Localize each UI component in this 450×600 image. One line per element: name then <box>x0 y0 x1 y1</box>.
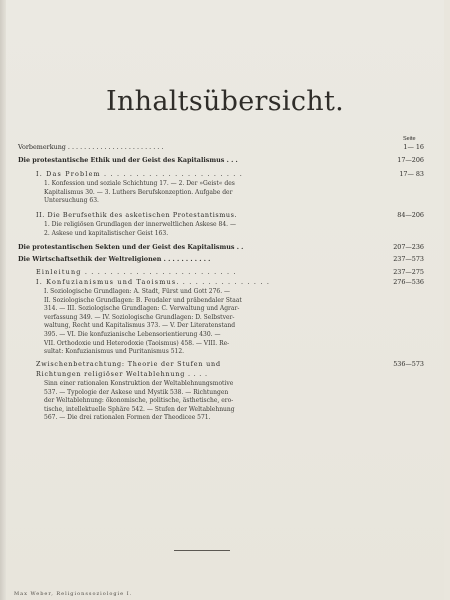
toc-entry-text: Richtungen religiöser Weltablehnung . . . . <box>36 370 208 378</box>
toc-entry-text: I. Konfuzianismus und Taoismus. . . . . . . . . . . . . . . <box>36 278 271 286</box>
toc-sub-line: Kapitalismus 30. — 3. Luthers Berufskonzeption. Aufgabe der <box>44 188 233 196</box>
toc-entry-pages: 207—236 <box>393 243 424 251</box>
toc-sub-das-problem <box>44 180 235 206</box>
toc-sub-konfuzianismus <box>44 288 242 357</box>
toc-sub-line: 2. Askese und kapitalistischer Geist 163. <box>44 229 169 237</box>
toc-sub-line: 314. — III. Soziologische Grundlagen: C. Verwaltung und Agrar- <box>44 305 240 313</box>
toc-sub-line: 1. Konfession und soziale Schichtung 17. — 2. Der »Geist« des <box>44 180 235 187</box>
section-divider-rule <box>174 550 230 551</box>
toc-sub-line: VII. Orthodoxie und Heterodoxie (Taoismus) 458. — VIII. Re- <box>44 339 230 347</box>
seite-column-label: Seite <box>403 136 416 142</box>
toc-entry-text: II. Die Berufsethik des asketischen Protestantismus. <box>36 211 238 219</box>
toc-sub-line: sultat: Konfuzianismus und Puritanismus 512. <box>44 348 185 356</box>
toc-entry-pages: 536—573 <box>393 360 424 368</box>
toc-sub-line: waltung, Recht und Kapitalismus 373. — V. Der Literatenstand <box>44 322 236 330</box>
toc-sub-line: Sinn einer rationalen Konstruktion der Weltablehnungsmotive <box>44 380 234 387</box>
toc-entry-text: Die protestantische Ethik und der Geist des Kapitalismus . . . <box>18 156 238 164</box>
toc-sub-line: 537. — Typologie der Askese und Mystik 538. — Richtungen <box>44 388 229 396</box>
toc-entry-text: Vorbemerkung . . . . . . . . . . . . . . . . . . . . . . . . <box>18 143 164 151</box>
page-title: Inhaltsübersicht. <box>106 86 344 117</box>
toc-sub-zwischenbetrachtung <box>44 380 235 423</box>
toc-entry-pages: 84—206 <box>397 211 424 219</box>
toc-sub-line: tische, intellektuelle Sphäre 542. — Stufen der Weltablehnung <box>44 405 235 413</box>
toc-entry-text: Einleitung . . . . . . . . . . . . . . . . . . . . . . . . <box>36 268 237 276</box>
book-page <box>6 0 444 600</box>
toc-sub-line: I. Soziologische Grundlagen: A. Stadt, Fürst und Gott 276. — <box>44 288 231 295</box>
toc-entry-pages: 1— 16 <box>403 143 424 151</box>
toc-entry-pages: 276—536 <box>393 278 424 286</box>
toc-sub-line: 395. — VI. Die konfuzianische Lebensorientierung 430. — <box>44 330 221 338</box>
toc-sub-line: verfassung 349. — IV. Soziologische Grundlagen: D. Selbstver- <box>44 313 235 321</box>
toc-entry-pages: 17—206 <box>397 156 424 164</box>
toc-sub-line: Untersuchung 63. <box>44 197 99 205</box>
toc-entry-text: Die protestantischen Sekten und der Geist des Kapitalismus . . <box>18 243 244 251</box>
toc-entry-pages: 17— 83 <box>399 170 424 178</box>
toc-entry-pages: 237—573 <box>393 255 424 263</box>
toc-entry-pages: 237—275 <box>393 268 424 276</box>
toc-sub-line: 567. — Die drei rationalen Formen der Theodicee 571. <box>44 414 211 422</box>
toc-sub-line: der Weltablehnung: ökonomische, politische, ästhetische, ero- <box>44 397 234 405</box>
toc-sub-line: 1. Die religiösen Grundlagen der innerweltlichen Askese 84. — <box>44 221 236 228</box>
toc-entry-text: I. Das Problem . . . . . . . . . . . . . . . . . . . . . . <box>36 170 243 178</box>
toc-sub-line: II. Soziologische Grundlagen: B. Feudaler und präbendaler Staat <box>44 296 242 304</box>
toc-sub-berufsethik <box>44 221 236 238</box>
page-footer: Max Weber, Religionssoziologie I. <box>14 591 133 597</box>
toc-entry-text: Zwischenbetrachtung: Theorie der Stufen und <box>36 360 221 368</box>
toc-entry-text: Die Wirtschaftsethik der Weltreligionen . . . . . . . . . . . <box>18 255 211 263</box>
